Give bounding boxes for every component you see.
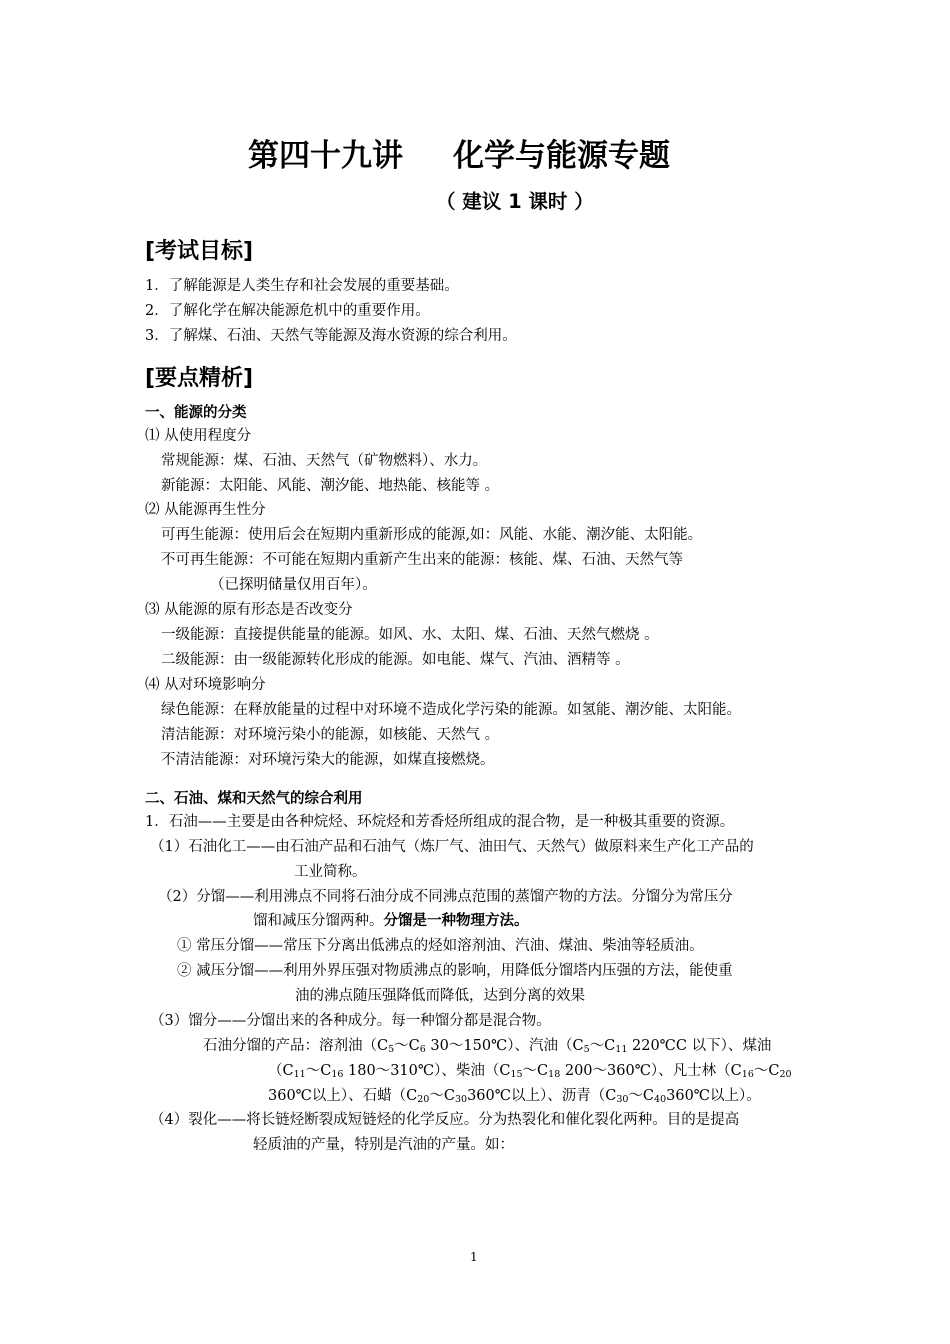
classification-by-renewability: ⑵ 从能源再生性分: [145, 502, 266, 518]
product-paraffin: 石蜡（$C_{20}\sim C_{30}360℃$以上）、: [362, 1088, 562, 1105]
new-energy: 新能源：太阳能、风能、潮汐能、地热能、核能等 。: [161, 478, 500, 494]
exam-goal-item: 3．了解煤、石油、天然气等能源及海水资源的综合利用。: [145, 328, 517, 344]
nonrenewable-note: （已探明储量仅用百年）。: [210, 577, 377, 593]
page-number: 1: [470, 1250, 478, 1264]
distillation-products-line2: [268, 1061, 792, 1081]
green-energy: 绿色能源：在释放能量的过程中对环境不造成化学污染的能源。如氢能、潮汐能、太阳能。: [161, 702, 741, 718]
clean-energy: 清洁能源：对环境污染小的能源，如核能、天然气 。: [161, 727, 500, 743]
atmospheric-distillation: ① 常压分馏——常压下分离出低沸点的烃如溶剂油、汽油、煤油、柴油等轻质油。: [177, 938, 704, 954]
page-subtitle: （ 建议 1 课时 ）: [436, 190, 594, 213]
petroleum-definition: 1．石油——主要是由各种烷烃、环烷烃和芳香烃所组成的混合物，是一种极其重要的资源。: [145, 814, 735, 830]
secondary-energy: 二级能源：由一级能源转化形成的能源。如电能、煤气、汽油、酒精等 。: [161, 652, 630, 668]
section-fossil-fuels-heading: 二、石油、煤和天然气的综合利用: [145, 791, 363, 807]
product-vaseline: 凡士林（$C_{16}\sim C_{20}$: [672, 1063, 792, 1080]
product-diesel: 柴油（$C_{15}\sim C_{18}$ 200～360℃）、: [455, 1063, 673, 1080]
classification-by-environment: ⑷ 从对环境影响分: [145, 677, 266, 693]
product-gasoline: 汽油（$C_5\sim C_{11}$ 220℃C 以下）、煤油: [529, 1038, 772, 1055]
vacuum-distillation: ② 减压分馏——利用外界压强对物质沸点的影响，用降低分馏塔内压强的方法，能使重: [177, 963, 733, 979]
product-kerosene: （$C_{11}\sim C_{16}$ 180～310℃）、: [268, 1063, 456, 1080]
page-title: [248, 130, 670, 175]
product-vaseline-cont: 360℃以上）、: [268, 1088, 363, 1104]
fractionation-definition-cont: [253, 911, 529, 931]
unclean-energy: 不清洁能源：对环境污染大的能源，如煤直接燃烧。: [161, 752, 495, 768]
exam-goal-item: 2．了解化学在解决能源危机中的重要作用。: [145, 303, 430, 319]
nonrenewable-energy: 不可再生能源：不可能在短期内重新产生出来的能源：核能、煤、石油、天然气等: [161, 552, 683, 568]
classification-by-usage: ⑴ 从使用程度分: [145, 428, 252, 444]
distillation-products-line3: [268, 1086, 761, 1106]
distillation-products-line1: [203, 1036, 771, 1056]
vacuum-distillation-cont: 油的沸点随压强降低而降低，达到分离的效果: [295, 988, 585, 1004]
petrochemical-definition-cont: 工业简称。: [294, 864, 367, 880]
title-topic: 化学与能源专题: [453, 138, 670, 174]
products-label: 石油分馏的产品：: [203, 1038, 319, 1054]
fractionation-definition: （2）分馏——利用沸点不同将石油分成不同沸点范围的蒸馏产物的方法。分馏分为常压分: [158, 889, 733, 905]
fraction-definition: （3）馏分——分馏出来的各种成分。每一种馏分都是混合物。: [150, 1013, 551, 1029]
conventional-energy: 常规能源：煤、石油、天然气（矿物燃料）、水力。: [161, 453, 488, 469]
fractionation-types: 馏和减压分馏两种。: [253, 913, 384, 929]
cracking-definition: （4）裂化——将长链烃断裂成短链烃的化学反应。分为热裂化和催化裂化两种。目的是提高: [150, 1112, 740, 1128]
renewable-energy: 可再生能源：使用后会在短期内重新形成的能源,如：风能、水能、潮汐能、太阳能。: [161, 527, 703, 543]
primary-energy: 一级能源：直接提供能量的能源。如风、水、太阳、煤、石油、天然气燃烧 。: [161, 627, 659, 643]
cracking-definition-cont: 轻质油的产量，特别是汽油的产量。如：: [253, 1137, 514, 1153]
exam-goal-item: 1．了解能源是人类生存和社会发展的重要基础。: [145, 278, 459, 294]
exam-goals-heading: [考试目标]: [145, 239, 254, 264]
product-asphalt: 沥青（$C_{30}\sim C_{40}360℃$以上）。: [561, 1088, 761, 1105]
classification-by-form: ⑶ 从能源的原有形态是否改变分: [145, 602, 353, 618]
key-points-heading: [要点精析]: [145, 366, 254, 391]
fractionation-physical-note: 分馏是一种物理方法。: [383, 913, 529, 929]
petrochemical-definition: （1）石油化工——由石油产品和石油气（炼厂气、油田气、天然气）做原料来生产化工产品的: [150, 839, 754, 855]
product-solvent-oil: 溶剂油（$C_5\sim C_6$ 30～150℃）、: [319, 1038, 530, 1055]
title-lecture-number: 第四十九讲: [248, 138, 403, 174]
section-energy-classification-heading: 一、能源的分类: [145, 405, 247, 421]
